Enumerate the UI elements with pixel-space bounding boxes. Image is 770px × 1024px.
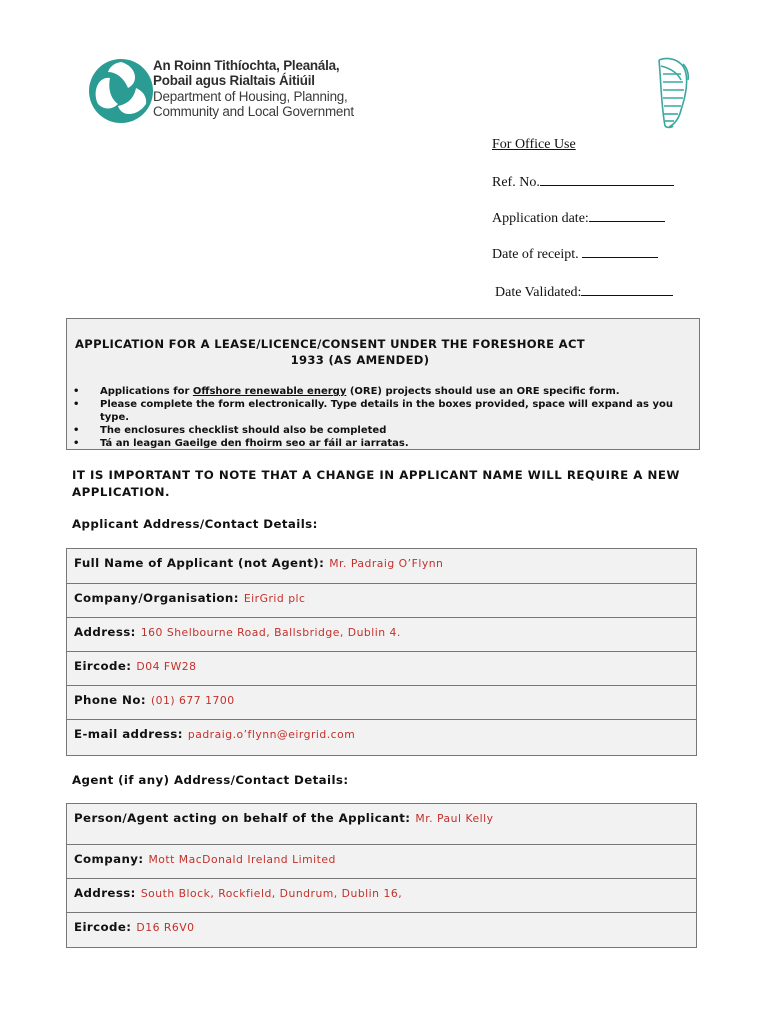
name-change-notice: IT IS IMPORTANT TO NOTE THAT A CHANGE IN APPLICANT NAME WILL REQUIRE A NEW APPLICATION. <box>72 468 680 499</box>
applicant-phone-value[interactable]: (01) 677 1700 <box>150 694 235 707</box>
dept-line-irish-1: An Roinn Tithíochta, Pleanála, <box>153 58 340 73</box>
applicant-address-value[interactable]: 160 Shelbourne Road, Ballsbridge, Dublin 4. <box>140 626 401 639</box>
bullet-dot: • <box>73 438 80 449</box>
application-title-line2: 1933 (AS AMENDED) <box>290 353 430 367</box>
agent-person-value[interactable]: Mr. Paul Kelly <box>415 812 494 825</box>
bullet-dot: • <box>73 399 80 410</box>
bullet-electronic-text: Please complete the form electronically. Type details in the boxes provided, space will expand as you type. <box>100 399 673 423</box>
agent-company-label: Company: <box>74 852 144 866</box>
bullet-irish-text: Tá an leagan Gaeilge den fhoirm seo ar fáil ar iarratas. <box>100 438 409 449</box>
date-of-receipt-field <box>492 245 658 263</box>
bullet-dot: • <box>73 425 80 436</box>
date-of-receipt-label: Date of receipt. <box>492 247 579 262</box>
applicant-eircode-row <box>67 652 696 686</box>
applicant-company-label: Company/Organisation: <box>74 591 239 605</box>
agent-person-row <box>67 804 696 845</box>
agent-company-row <box>67 845 696 879</box>
applicant-phone-row <box>67 686 696 720</box>
ref-no-line <box>540 173 674 186</box>
application-title <box>75 336 645 368</box>
dept-line-english-1: Department of Housing, Planning, <box>153 88 348 104</box>
harp-emblem-icon <box>651 54 693 130</box>
applicant-eircode-label: Eircode: <box>74 659 132 673</box>
applicant-company-value[interactable]: EirGrid plc <box>243 592 306 605</box>
date-validated-label: Date Validated: <box>495 285 582 300</box>
date-validated-field <box>495 283 673 301</box>
applicant-eircode-value[interactable]: D04 FW28 <box>136 660 197 673</box>
applicant-company-row <box>67 584 696 618</box>
applicant-address-row <box>67 618 696 652</box>
dept-line-irish-2: Pobail agus Rialtais Áitiúil <box>153 73 315 89</box>
applicant-name-row <box>67 549 696 584</box>
ref-no-label: Ref. No. <box>492 175 540 190</box>
application-info-box <box>66 318 700 450</box>
applicant-name-value[interactable]: Mr. Padraig O’Flynn <box>329 557 444 570</box>
applicant-section-heading: Applicant Address/Contact Details: <box>72 517 318 531</box>
bullet-ore-post: (ORE) projects should use an ORE specific form. <box>346 386 620 397</box>
agent-address-label: Address: <box>74 886 136 900</box>
agent-address-row <box>67 879 696 913</box>
agent-eircode-label: Eircode: <box>74 920 132 934</box>
dept-line-english-2: Community and Local Government <box>153 104 354 120</box>
office-use-title: For Office Use <box>492 137 576 152</box>
agent-details-table <box>66 803 697 948</box>
agent-eircode-row <box>67 913 696 947</box>
agent-eircode-value[interactable]: D16 R6V0 <box>136 921 195 934</box>
applicant-phone-label: Phone No: <box>74 693 146 707</box>
applicant-name-label: Full Name of Applicant (not Agent): <box>74 556 325 570</box>
application-date-field <box>492 209 665 227</box>
bullet-ore-pre: Applications for <box>100 386 193 397</box>
ref-no-field <box>492 173 674 191</box>
bullet-dot: • <box>73 386 80 397</box>
applicant-email-row <box>67 720 696 755</box>
applicant-email-label: E-mail address: <box>74 727 183 741</box>
agent-section-heading: Agent (if any) Address/Contact Details: <box>72 773 349 787</box>
bullet-checklist-text: The enclosures checklist should also be completed <box>100 425 387 436</box>
agent-person-label: Person/Agent acting on behalf of the Applicant: <box>74 811 411 825</box>
applicant-address-label: Address: <box>74 625 136 639</box>
department-name <box>153 58 354 120</box>
agent-company-value[interactable]: Mott MacDonald Ireland Limited <box>148 853 336 866</box>
date-of-receipt-line <box>582 245 658 258</box>
date-validated-line <box>581 283 673 296</box>
applicant-email-value[interactable]: padraig.o’flynn@eirgrid.com <box>187 728 356 741</box>
application-date-line <box>589 209 665 222</box>
application-date-label: Application date: <box>492 211 589 226</box>
ore-link[interactable]: Offshore renewable energy <box>192 386 347 397</box>
applicant-details-table <box>66 548 697 756</box>
application-title-line1: APPLICATION FOR A LEASE/LICENCE/CONSENT UNDER THE FORESHORE ACT <box>75 337 585 351</box>
agent-address-value[interactable]: South Block, Rockfield, Dundrum, Dublin 16, <box>140 887 403 900</box>
department-logo-icon <box>88 58 154 124</box>
